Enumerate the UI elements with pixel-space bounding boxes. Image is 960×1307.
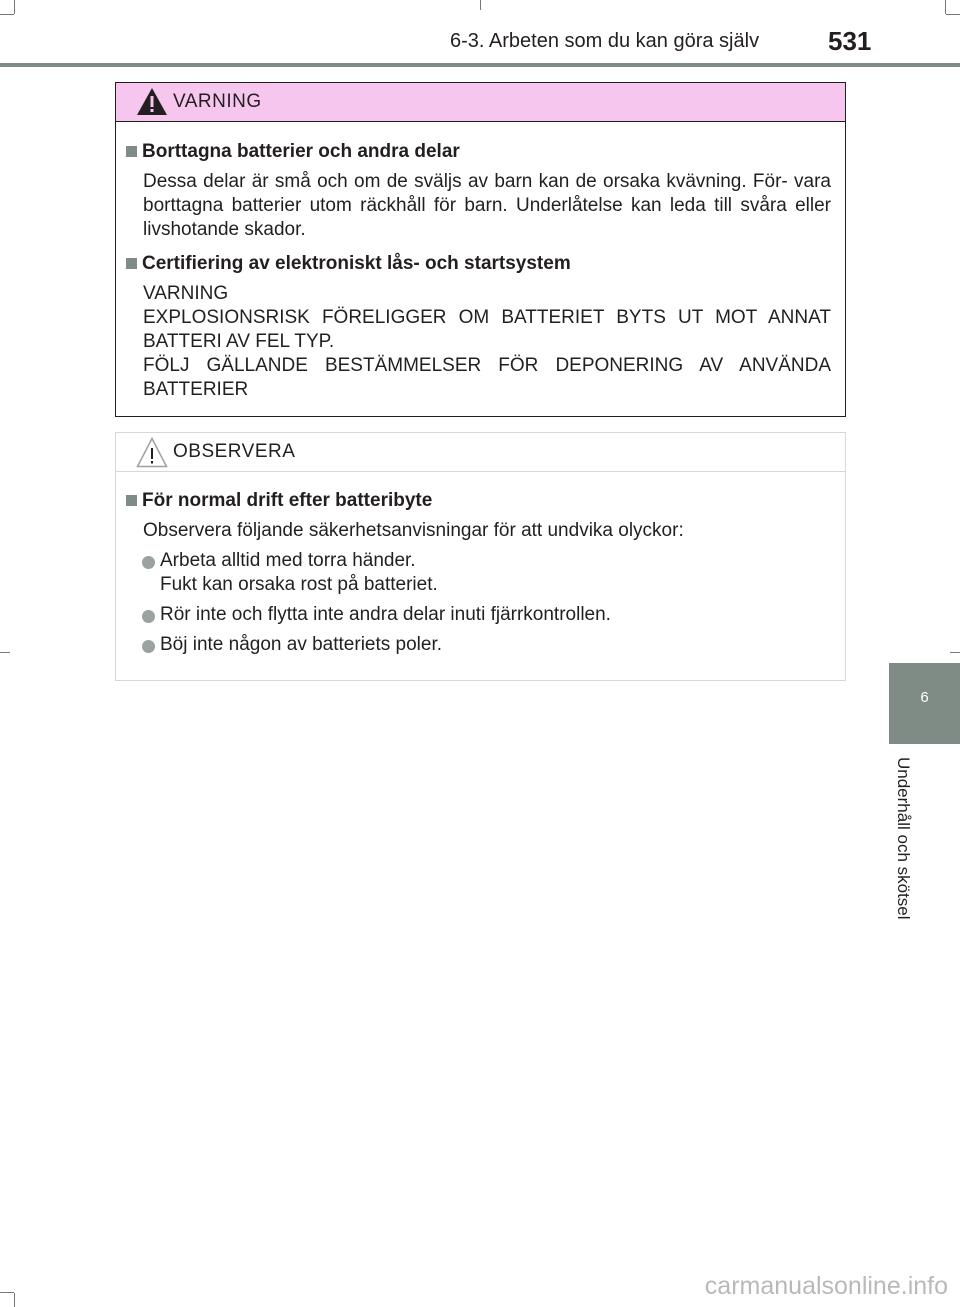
chapter-title: [893, 757, 917, 957]
section-title-text: Certifiering av elektroniskt lås- och startsystem: [142, 253, 571, 274]
square-bullet-icon: [126, 495, 137, 506]
list-item: [126, 633, 831, 657]
crop-mark: [0, 14, 14, 15]
chapter-tab: [889, 663, 960, 744]
section-title-text: Borttagna batterier och andra delar: [142, 141, 460, 162]
list-item: [126, 549, 831, 597]
crop-mark: [14, 1293, 15, 1307]
section-heading: 6-3. Arbeten som du kan göra själv: [450, 30, 760, 52]
crop-mark: [946, 14, 960, 15]
square-bullet-icon: [126, 258, 137, 269]
crop-mark: [945, 0, 946, 14]
section-title-text: För normal drift efter batteribyte: [142, 490, 433, 511]
caution-box: [115, 432, 846, 681]
list-item-text: Böj inte någon av batteriets poler.: [160, 634, 443, 655]
caution-label: OBSERVERA: [173, 441, 296, 462]
square-bullet-icon: [126, 146, 137, 157]
header-rule: [0, 63, 960, 67]
section-body: VARNING EXPLOSIONSRISK FÖRELIGGER OM BATTERIET BYTS UT MOT ANNAT BATTERI AV FEL TYP. FÖLJ GÄLLANDE BESTÄMMELSER FÖR DEPONERING AV ANVÄNDA BATTERIER: [143, 283, 831, 400]
crop-mark: [950, 652, 960, 653]
round-bullet-icon: [142, 556, 155, 569]
crop-mark: [0, 652, 10, 653]
warning-box-header: [116, 83, 845, 122]
caution-box-header: [116, 433, 845, 472]
section-intro: Observera följande säkerhetsanvisningar för att undvika olyckor:: [143, 520, 684, 541]
section-body: Dessa delar är små och om de sväljs av barn kan de orsaka kvävning. För- vara borttagna batterier utom räckhåll för barn. Underlåtelse kan leda till svåra eller livshotande skador.: [143, 171, 831, 240]
section-title: [126, 140, 831, 164]
caution-content: [126, 489, 831, 657]
warning-label: VARNING: [173, 91, 262, 112]
chapter-number: 6: [920, 689, 929, 706]
caution-triangle-icon: [136, 437, 168, 468]
crop-mark: [0, 1292, 14, 1293]
warning-box: [115, 82, 846, 417]
section-title: [126, 252, 831, 276]
page-number: 531: [828, 26, 872, 56]
watermark: carmanualsonline.info: [704, 1272, 948, 1300]
round-bullet-icon: [142, 640, 155, 653]
list-item-text: Arbeta alltid med torra händer. Fukt kan orsaka rost på batteriet.: [160, 550, 438, 595]
crop-mark: [480, 0, 481, 10]
section-title: [126, 489, 831, 513]
round-bullet-icon: [142, 610, 155, 623]
warning-content: [126, 140, 831, 402]
chapter-title-text: Underhåll och skötsel: [894, 757, 913, 920]
crop-mark: [14, 0, 15, 14]
warning-triangle-icon: [136, 87, 168, 116]
list-item-text: Rör inte och flytta inte andra delar inuti fjärrkontrollen.: [160, 604, 611, 625]
list-item: [126, 603, 831, 627]
